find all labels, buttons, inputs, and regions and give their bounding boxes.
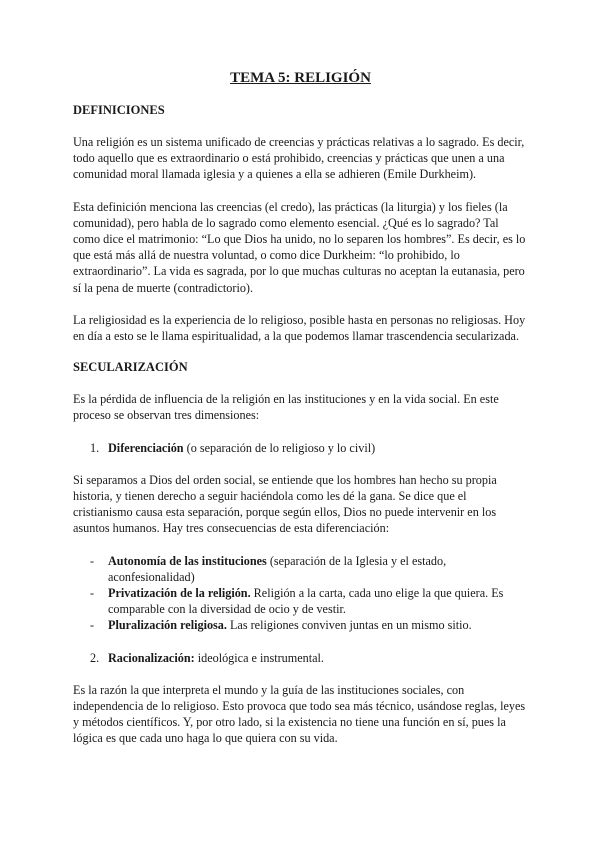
list-item-diferenciacion xyxy=(90,440,528,456)
paragraph-sacred: Esta definición menciona las creencias (el credo), las prácticas (la liturgia) y los fieles (la comunidad), pero habla de lo sagrado como elemento esencial. ¿Qué es lo sagrado? Tal como dice el matrimonio: “Lo que Dios ha unido, no lo separen los hombres”. Es decir, es lo que está más allá de nuestra voluntad, o como dice Durkheim: “lo prohibido, lo extraordinario”. La vida es sagrada, por lo que muchas culturas no aceptan la eutanasia, pero sí la pena de muerte (contradictorio). xyxy=(73,199,526,295)
list-item-text xyxy=(108,553,528,585)
paragraph-secularization-intro: Es la pérdida de influencia de la religión en las instituciones y en la vida social. En este proceso se observan tres dimensiones: xyxy=(73,392,499,423)
list-item xyxy=(90,553,528,585)
bullet-list xyxy=(73,553,528,634)
list-item-bold: Pluralización religiosa. xyxy=(108,618,227,633)
list-item-text xyxy=(108,650,324,666)
dash-marker: - xyxy=(90,553,95,568)
list-item-rest: ideológica e instrumental. xyxy=(194,650,324,665)
list-item-rest: Las religiones conviven juntas en un mismo sitio. xyxy=(226,618,472,633)
list-item-bold: Racionalización: xyxy=(108,650,195,665)
numbered-list-2 xyxy=(73,650,528,666)
list-item-text xyxy=(108,440,375,456)
paragraph-religiosity: La religiosidad es la experiencia de lo religioso, posible hasta en personas no religiosas. Hoy en día a esto se le llama espiritualidad, a la que podemos llamar trascendencia secularizada. xyxy=(73,312,526,344)
list-item-text xyxy=(108,617,472,633)
numbered-list-1 xyxy=(73,440,528,456)
list-number: 2. xyxy=(90,650,100,665)
page-title: TEMA 5: RELIGIÓN xyxy=(230,70,371,86)
list-number: 1. xyxy=(90,440,100,455)
list-item xyxy=(90,585,528,617)
list-item-rest: Religión a la carta, cada uno elige la que quiera. Es comparable con la diversidad de ocio y de vestir. xyxy=(108,586,504,617)
list-item-text xyxy=(108,585,528,617)
list-item-bold: Privatización de la religión. xyxy=(108,586,251,601)
paragraph-diferenciacion: Si separamos a Dios del orden social, se entiende que los hombres han hecho su propia historia, y tienen derecho a seguir haciéndola como les dé la gana. Se dice que el cristianismo causa esta separación, porque según ellos, Dios no puede intervenir en los asuntos humanos. Hay tres consecuencias de esta diferenciación: xyxy=(73,472,497,536)
list-item-rest: (o separación de lo religioso y lo civil) xyxy=(183,440,376,455)
list-item-bold: Diferenciación xyxy=(108,440,184,455)
dash-marker: - xyxy=(90,586,95,601)
paragraph-religion-definition: Una religión es un sistema unificado de creencias y prácticas relativas a lo sagrado. Es decir, todo aquello que es extraordinario o está prohibido, creencias y prácticas que unen a una comunidad moral llamada iglesia y a quienes a ella se adhieren (Emile Durkheim). xyxy=(73,135,525,182)
section-heading-secularizacion: SECULARIZACIÓN xyxy=(73,360,188,375)
section-heading-definiciones: DEFINICIONES xyxy=(73,103,165,117)
list-item-rest: (separación de la Iglesia y el estado, aconfesionalidad) xyxy=(108,553,447,584)
dash-marker: - xyxy=(90,618,95,633)
list-item-bold: Autonomía de las instituciones xyxy=(108,553,267,568)
list-item-racionalizacion xyxy=(90,650,528,666)
paragraph-racionalizacion: Es la razón la que interpreta el mundo y la guía de las instituciones sociales, con independencia de lo religioso. Esto provoca que todo sea más técnico, usándose reglas, leyes y métodos científicos. Y, por otro lado, si la existencia no tiene una función en sí, pues la lógica es que cada uno haga lo que quiera con su vida. xyxy=(73,682,526,746)
list-item xyxy=(90,617,528,633)
